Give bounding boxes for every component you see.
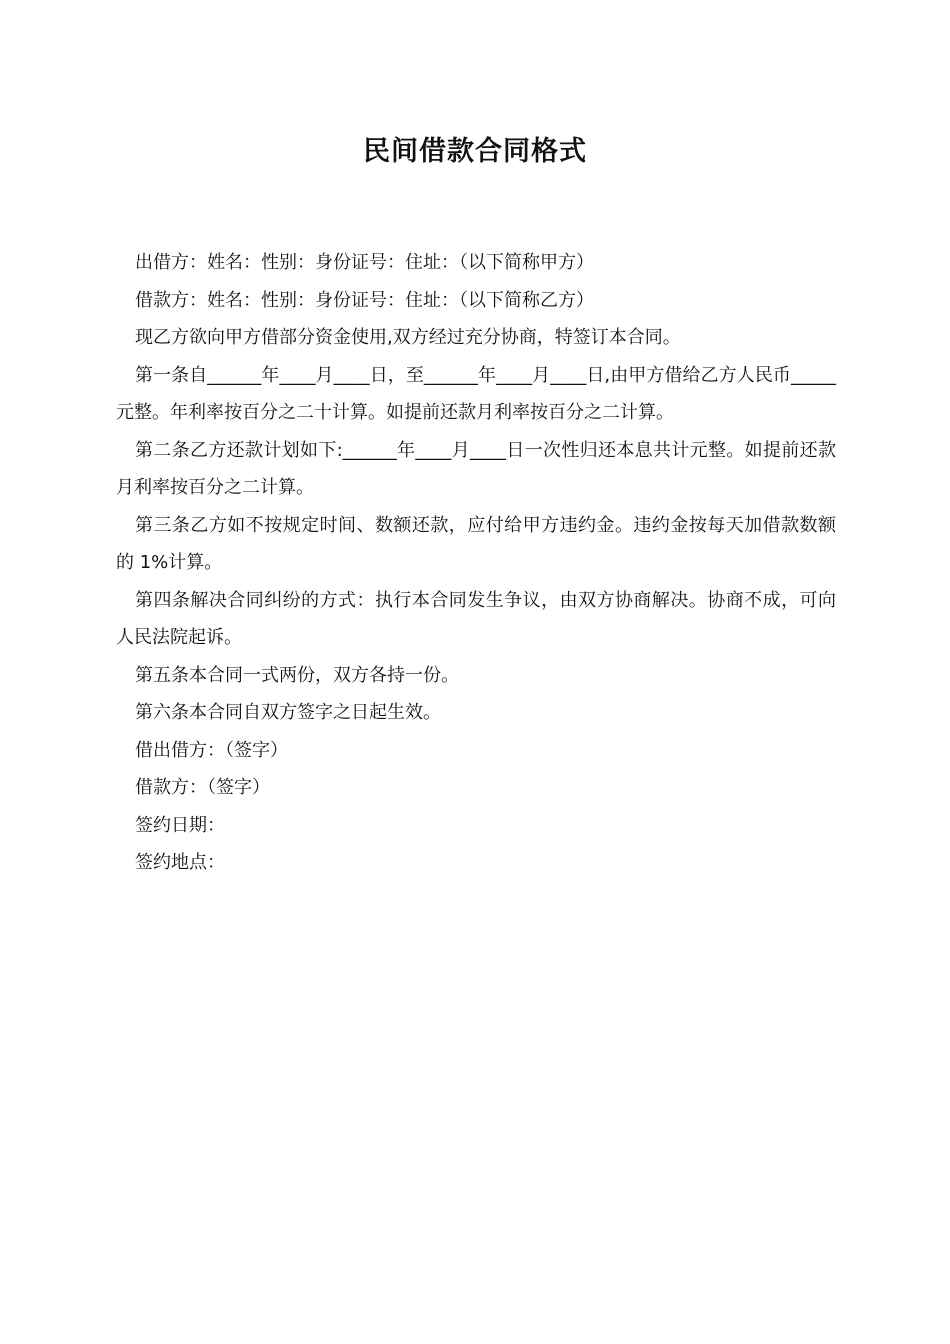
signing-date: 签约日期：	[135, 814, 225, 836]
article-6: 第六条本合同自双方签字之日起生效。	[135, 702, 441, 723]
lender-info: 出借方：姓名：性别：身份证号：住址：（以下简称甲方）	[135, 252, 594, 273]
article-1: 第一条自______年____月____日，至______年____月____日,由甲方借给乙方人民币_____元整。年利率按百分之二十计算。如提前还款月利率按百分之二计算。	[116, 364, 836, 423]
lender-signature: 借出借方：（签字）	[135, 739, 288, 761]
article-3: 第三条乙方如不按规定时间、数额还款，应付给甲方违约金。违约金按每天加借款数额的 1%计算。	[116, 514, 836, 573]
article-2: 第二条乙方还款计划如下:______年____月____日一次性归还本息共计元整。如提前还款月利率按百分之二计算。	[116, 439, 836, 498]
borrower-info: 借款方：姓名：性别：身份证号：住址：（以下简称乙方）	[135, 289, 594, 311]
preamble: 现乙方欲向甲方借部分资金使用,双方经过充分协商，特签订本合同。	[135, 327, 681, 348]
document-title: 民间借款合同格式	[363, 136, 587, 167]
signing-place: 签约地点：	[135, 852, 225, 873]
contract-body	[116, 244, 836, 882]
article-4: 第四条解决合同纠纷的方式：执行本合同发生争议，由双方协商解决。协商不成，可向人民法院起诉。	[116, 589, 836, 648]
borrower-signature: 借款方：（签字）	[135, 777, 270, 798]
article-5: 第五条本合同一式两份，双方各持一份。	[135, 664, 459, 686]
